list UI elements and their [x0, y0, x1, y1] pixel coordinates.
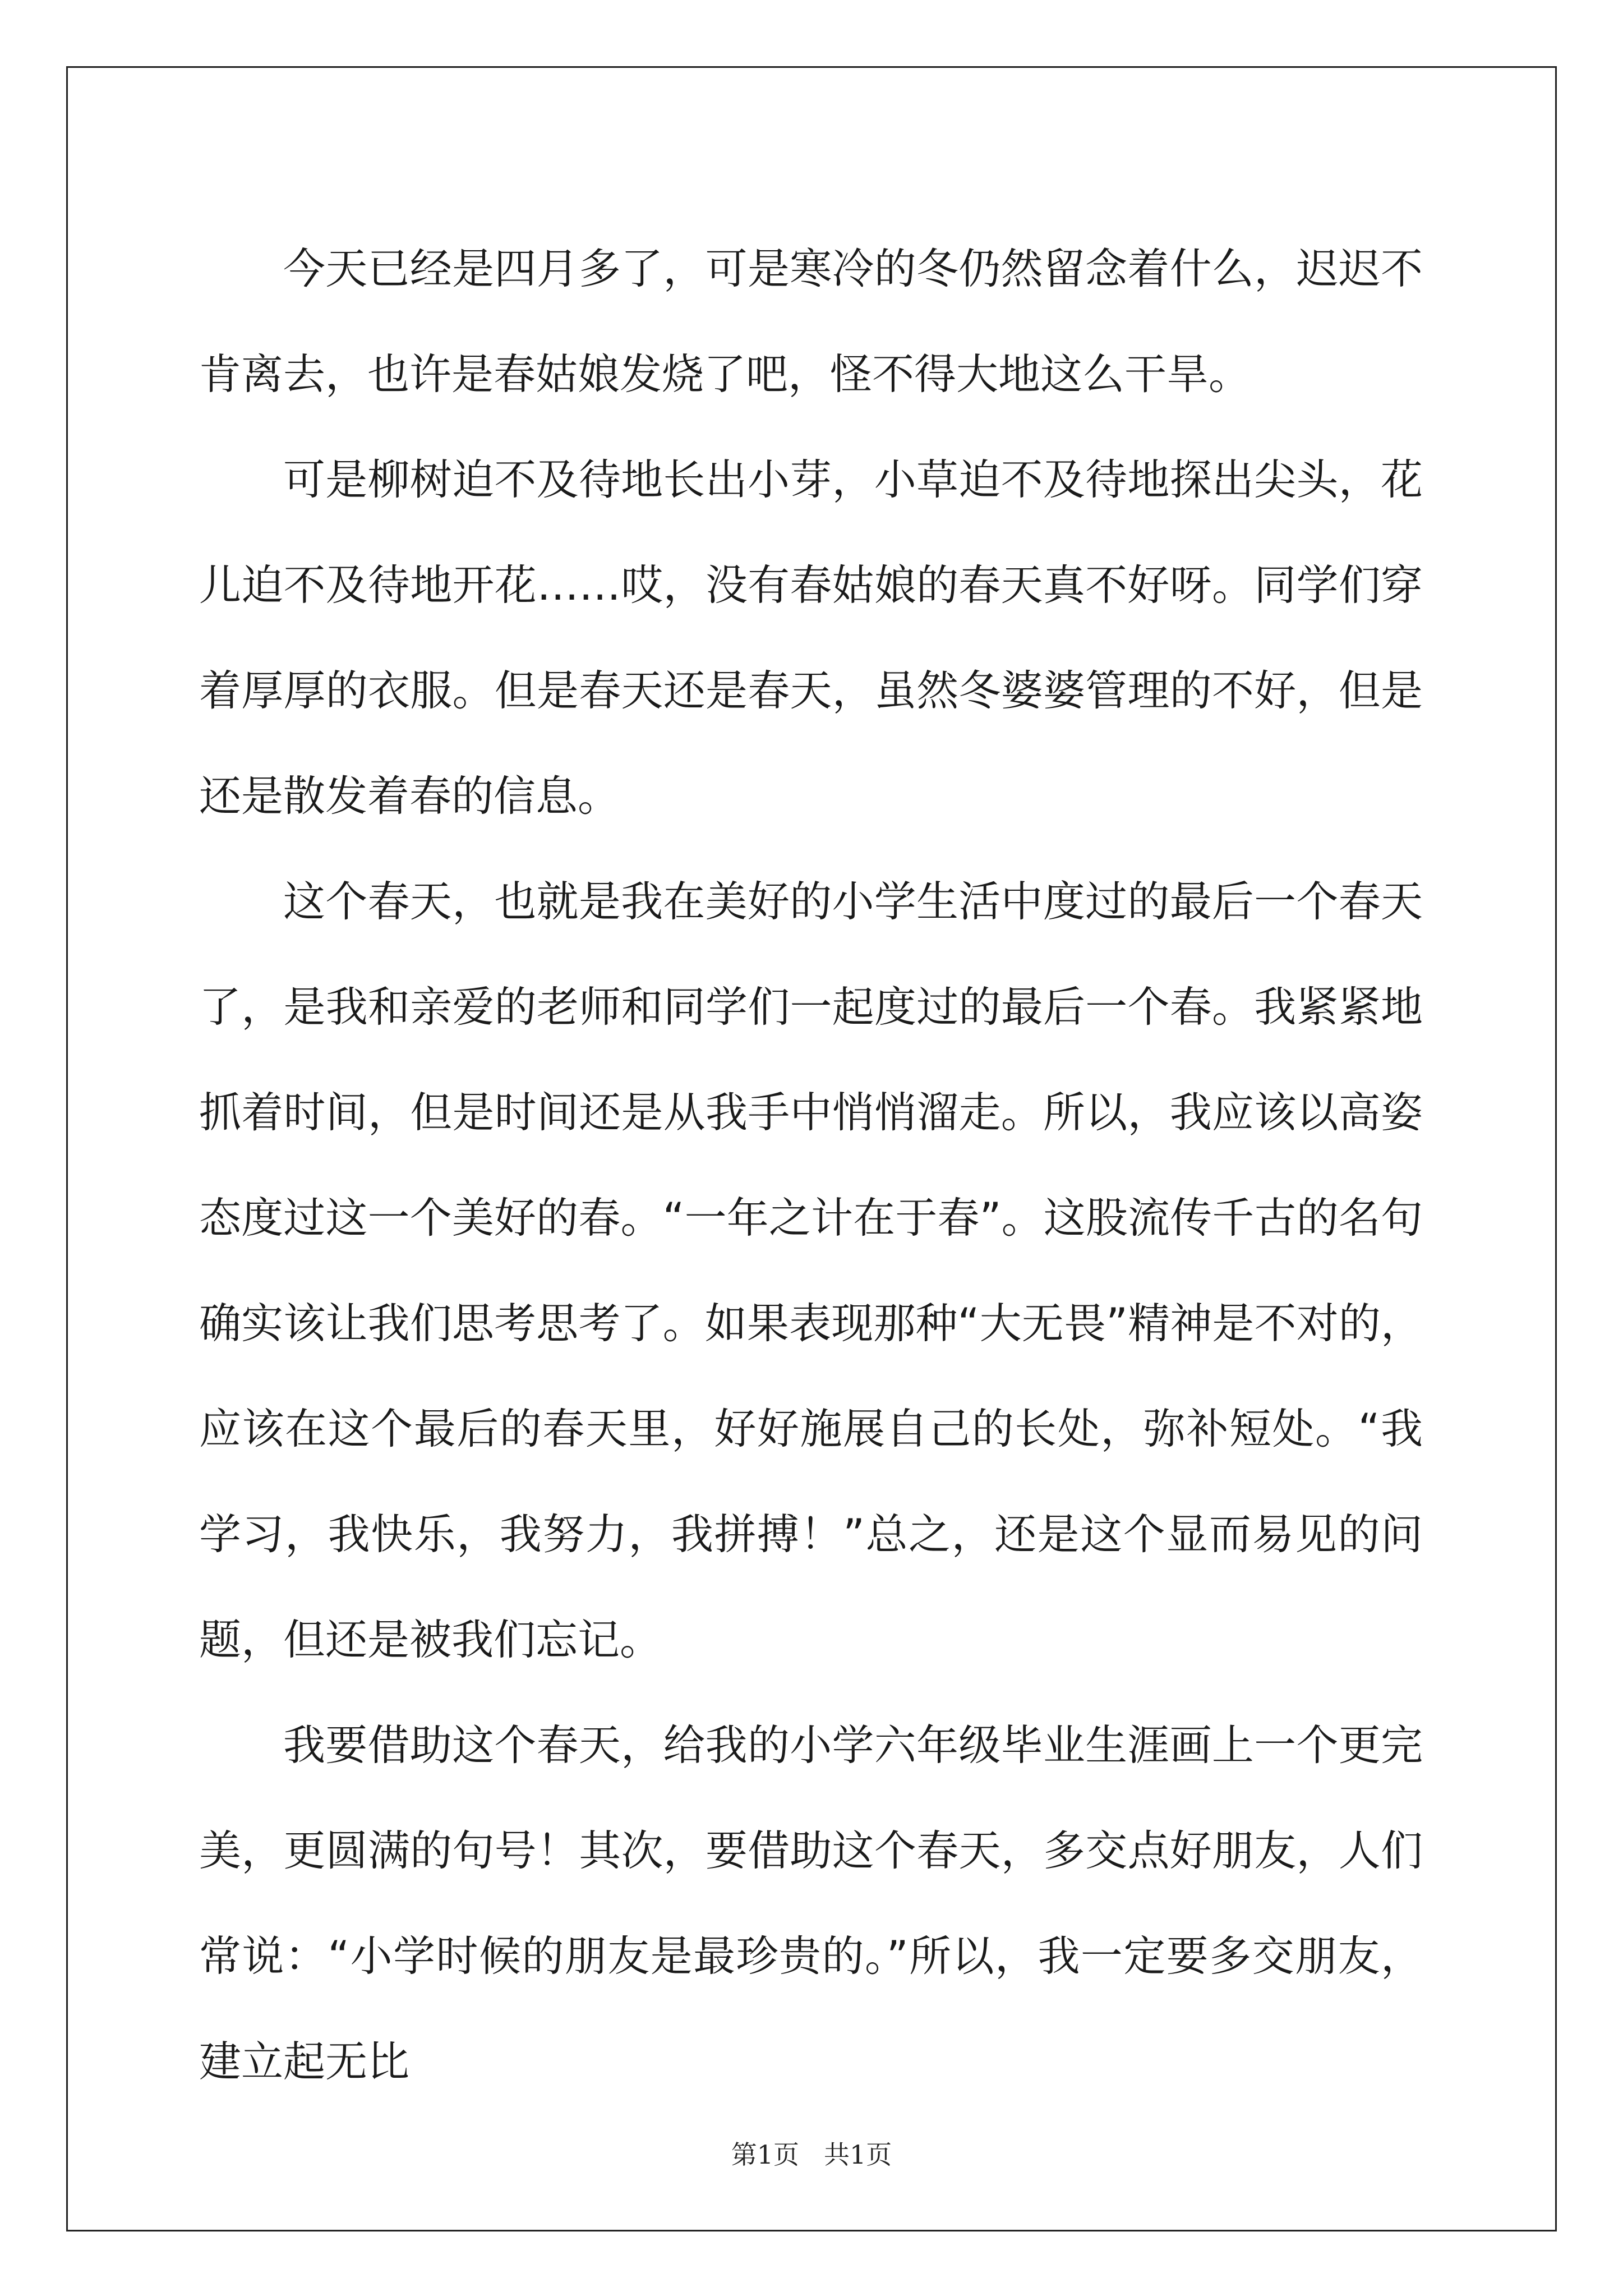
page-number: 第1页 [731, 2139, 799, 2170]
paragraph-1: 今天已经是四月多了，可是寒冷的冬仍然留念着什么，迟迟不肯离去，也许是春姑娘发烧了吧，怪不得大地这么干旱。 [199, 244, 1423, 399]
paragraph-2: 可是柳树迫不及待地长出小芽，小草迫不及待地探出尖头，花儿迫不及待地开花……哎，没有春姑娘的春天真不好呀。同学们穿着厚厚的衣服。但是春天还是春天，虽然冬婆婆管理的不好，但是还是散发着春的信息。 [199, 455, 1423, 821]
paragraph-3: 这个春天，也就是我在美好的小学生活中度过的最后一个春天了，是我和亲爱的老师和同学们一起度过的最后一个春。我紧紧地抓着时间，但是时间还是从我手中悄悄溜走。所以，我应该以高姿态度过这一个美好的春。“一年之计在于春”。这股流传千古的名句确实该让我们思考思考了。如果表现那种“大无畏”精神是不对的，应该在这个最后的春天里，好好施展自己的长处，弥补短处。“我学习，我快乐，我努力，我拼搏！”总之，还是这个显而易见的问题，但还是被我们忘记。 [199, 877, 1423, 1664]
page-total: 共1页 [824, 2139, 892, 2170]
document-body [199, 216, 1423, 2114]
page-footer [0, 2134, 1623, 2171]
paragraph-4: 我要借助这个春天，给我的小学六年级毕业生涯画上一个更完美，更圆满的句号！其次，要借助这个春天，多交点好朋友，人们常说：“小学时候的朋友是最珍贵的。”所以，我一定要多交朋友，建立起无比 [199, 1720, 1423, 2086]
